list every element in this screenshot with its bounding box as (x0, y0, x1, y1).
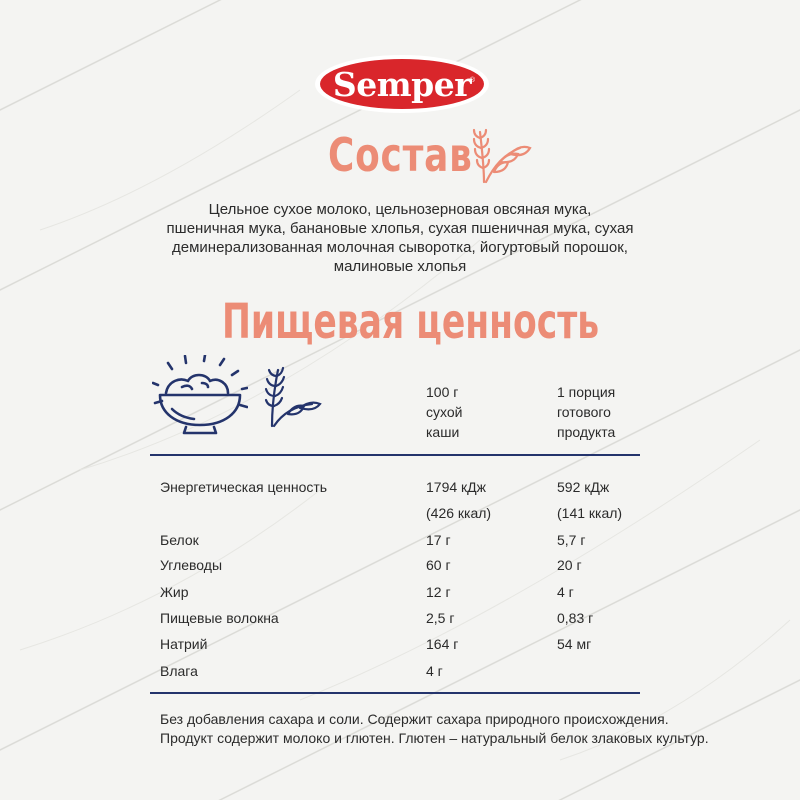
row-value-portion: (141 ккал) (557, 505, 623, 521)
column-header-line: сухой (426, 404, 463, 420)
composition-title: Состав (328, 128, 473, 182)
column-header-100g (426, 382, 462, 442)
row-value-portion: 54 мг (557, 636, 592, 652)
row-label: Белок (160, 532, 199, 548)
oat-sprig-icon (262, 366, 322, 428)
row-value-100g: 4 г (426, 663, 443, 679)
column-header-line: каши (426, 424, 460, 440)
row-value-100g: 17 г (426, 532, 451, 548)
registered-mark: ® (469, 77, 475, 84)
note-allergens: Продукт содержит молоко и глютен. Глютен – натуральный белок злаковых культур. (160, 730, 709, 746)
table-bottom-rule (150, 692, 640, 694)
composition-line: малиновые хлопья (333, 258, 467, 275)
row-label: Углеводы (160, 557, 223, 573)
row-label: Жир (160, 584, 189, 600)
composition-line: деминерализованная молочная сыворотка, йогуртовый порошок, (172, 239, 628, 256)
row-value-100g: 164 г (426, 636, 459, 652)
row-label: Влага (160, 663, 198, 679)
composition-line: Цельное сухое молоко, цельнозерновая овсяная мука, (208, 201, 592, 218)
row-value-100g: 1794 кДж (426, 479, 487, 495)
row-value-portion: 20 г (557, 557, 582, 573)
row-value-100g: 60 г (426, 557, 451, 573)
row-label: Пищевые волокна (160, 610, 279, 626)
column-header-line: продукта (557, 424, 616, 440)
wheat-icon (470, 126, 534, 186)
row-value-100g: 12 г (426, 584, 451, 600)
row-value-100g: (426 ккал) (426, 505, 492, 521)
composition-text (150, 200, 650, 276)
table-top-rule (150, 454, 640, 456)
row-value-portion: 5,7 г (557, 532, 586, 548)
nutrition-title: Пищевая ценность (222, 294, 600, 350)
row-label: Энергетическая ценность (160, 479, 328, 495)
row-value-100g: 2,5 г (426, 610, 455, 626)
column-header-portion (557, 382, 615, 442)
row-value-portion: 4 г (557, 584, 574, 600)
brand-logo (313, 53, 491, 115)
row-value-portion: 592 кДж (557, 479, 610, 495)
note-sugar: Без добавления сахара и соли. Содержит сахара природного происхождения. (160, 711, 669, 727)
row-value-portion: 0,83 г (557, 610, 594, 626)
column-header-line: 100 г (426, 384, 459, 400)
composition-line: пшеничная мука, банановые хлопья, сухая пшеничная мука, сухая (166, 220, 634, 237)
column-header-line: 1 порция (557, 384, 616, 400)
brand-name: Semper (332, 64, 472, 104)
porridge-bowl-icon (152, 355, 248, 437)
row-label: Натрий (160, 636, 208, 652)
column-header-line: готового (557, 404, 611, 420)
